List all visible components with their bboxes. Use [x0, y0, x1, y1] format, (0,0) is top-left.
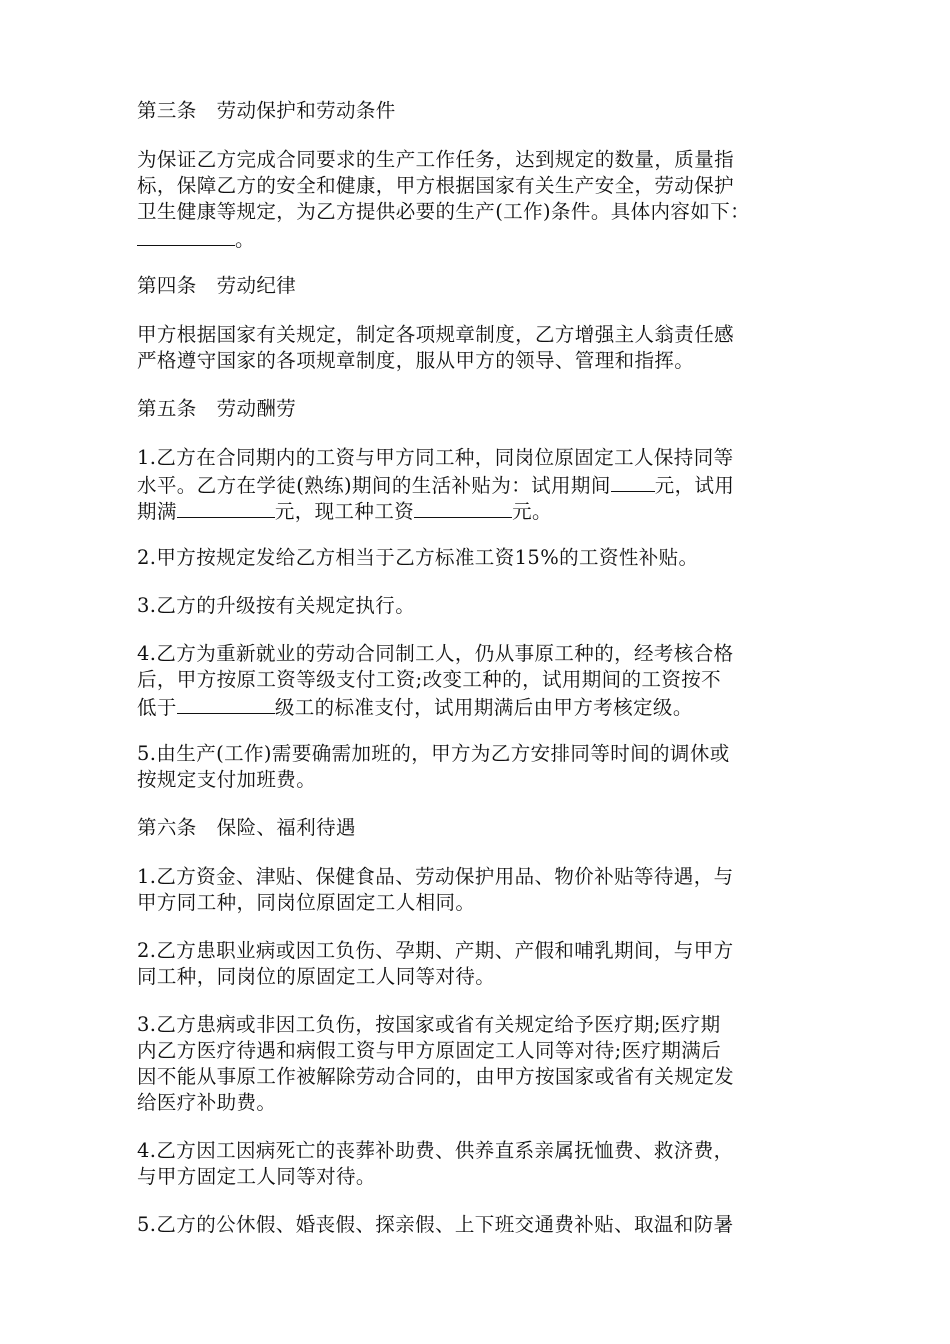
article-5-heading: 第五条 劳动酬劳: [137, 397, 297, 420]
text-line: 甲方同工种，同岗位原固定工人相同。: [137, 891, 476, 914]
text-line: 严格遵守国家的各项规章制度，服从甲方的领导、管理和指挥。: [137, 349, 695, 372]
article-6-heading: 第六条 保险、福利待遇: [137, 816, 356, 839]
article-4-paragraph: [137, 322, 837, 374]
text-line: 3.乙方的升级按有关规定执行。: [137, 594, 416, 617]
text-line: 1.乙方资金、津贴、保健食品、劳动保护用品、物价补贴等待遇，与: [137, 865, 734, 888]
text-line: 5.乙方的公休假、婚丧假、探亲假、上下班交通费补贴、取温和防暑: [137, 1213, 734, 1236]
article-5-item-2: [137, 545, 837, 571]
text-line: 给医疗补助费。: [137, 1091, 277, 1114]
article-6-item-2: [137, 938, 837, 990]
text-line: 5.由生产(工作)需要确需加班的，甲方为乙方安排同等时间的调休或: [137, 742, 730, 765]
fill-in-blank[interactable]: [177, 693, 275, 714]
text-line: 后，甲方按原工资等级支付工资;改变工种的，试用期间的工资按不: [137, 668, 722, 691]
article-6-item-4: [137, 1138, 837, 1190]
text-line: 2.甲方按规定发给乙方相当于乙方标准工资15%的工资性补贴。: [137, 546, 699, 569]
article-3-heading: 第三条 劳动保护和劳动条件: [137, 99, 396, 122]
text-line: 卫生健康等规定，为乙方提供必要的生产(工作)条件。具体内容如下：: [137, 200, 751, 223]
text-fragment: 元。: [512, 500, 552, 523]
text-fragment: 期满: [137, 500, 177, 523]
text-line: 因不能从事原工作被解除劳动合同的，由甲方按国家或省有关规定发: [137, 1065, 735, 1088]
text-line: [137, 225, 837, 251]
document-page: [137, 98, 837, 1260]
text-fragment: 水平。乙方在学徒(熟练)期间的生活补贴为：试用期间: [137, 474, 611, 497]
text-line: 同工种，同岗位的原固定工人同等对待。: [137, 965, 496, 988]
fill-in-blank[interactable]: [137, 225, 235, 246]
article-3-paragraph: [137, 147, 837, 251]
text-line: 1.乙方在合同期内的工资与甲方同工种，同岗位原固定工人保持同等: [137, 446, 734, 469]
fill-in-blank[interactable]: [177, 497, 275, 518]
text-line: 内乙方医疗待遇和病假工资与甲方原固定工人同等对待;医疗期满后: [137, 1039, 722, 1062]
text-line: 与甲方固定工人同等对待。: [137, 1165, 376, 1188]
article-6-item-1: [137, 864, 837, 916]
text-line: 标，保障乙方的安全和健康，甲方根据国家有关生产安全，劳动保护: [137, 174, 735, 197]
text-fragment: 。: [235, 228, 255, 251]
text-fragment: 低于: [137, 696, 177, 719]
text-line: 3.乙方患病或非因工负伤，按国家或省有关规定给予医疗期;医疗期: [137, 1013, 721, 1036]
text-line: [137, 693, 837, 719]
article-6-item-3: [137, 1012, 837, 1116]
text-line: 4.乙方因工因病死亡的丧葬补助费、供养直系亲属抚恤费、救济费，: [137, 1139, 734, 1162]
article-5-item-4: [137, 641, 837, 719]
text-line: 为保证乙方完成合同要求的生产工作任务，达到规定的数量，质量指: [137, 148, 735, 171]
text-fragment: 元，试用: [654, 474, 735, 497]
text-line: 4.乙方为重新就业的劳动合同制工人，仍从事原工种的，经考核合格: [137, 642, 734, 665]
text-fragment: 元，现工种工资: [274, 500, 415, 523]
article-5-item-5: [137, 741, 837, 793]
article-5-item-1: [137, 445, 837, 523]
text-line: [137, 497, 837, 523]
article-4-heading: 第四条 劳动纪律: [137, 274, 297, 297]
text-fragment: 级工的标准支付，试用期满后由甲方考核定级。: [274, 696, 693, 719]
article-5-item-3: [137, 593, 837, 619]
fill-in-blank[interactable]: [414, 497, 512, 518]
fill-in-blank[interactable]: [611, 471, 655, 492]
article-6-item-5: [137, 1212, 837, 1238]
text-line: 2.乙方患职业病或因工负伤、孕期、产期、产假和哺乳期间，与甲方: [137, 939, 734, 962]
text-line: 甲方根据国家有关规定，制定各项规章制度，乙方增强主人翁责任感: [137, 323, 735, 346]
text-line: 按规定支付加班费。: [137, 768, 317, 791]
text-line: [137, 471, 837, 497]
